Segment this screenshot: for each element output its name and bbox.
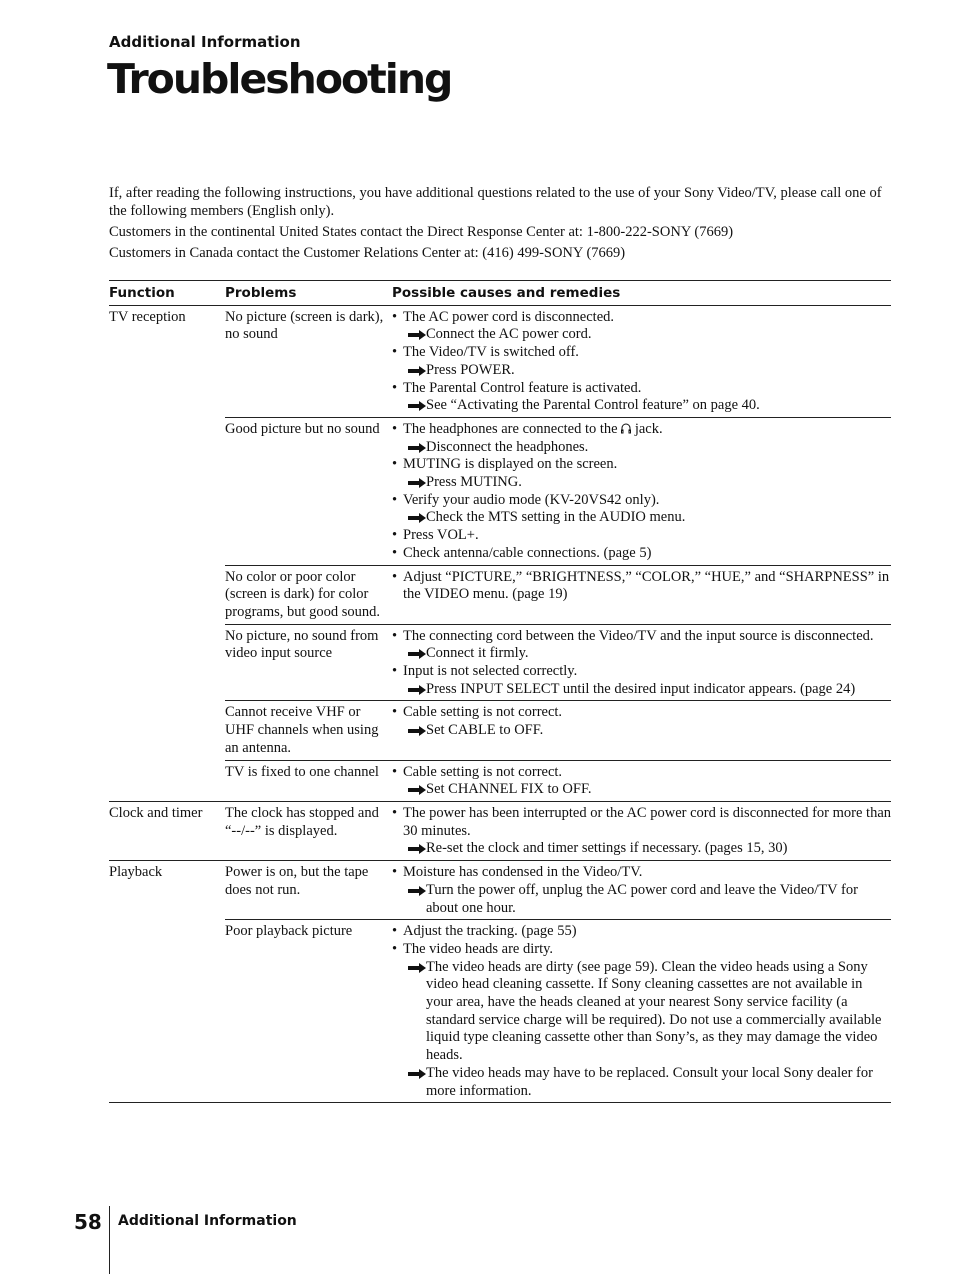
- remedy-text: Check the MTS setting in the AUDIO menu.: [426, 509, 686, 526]
- cause-list: [392, 704, 891, 739]
- cause-text: Moisture has condensed in the Video/TV.: [403, 864, 643, 881]
- cause-item: [392, 309, 891, 344]
- cause-item: [392, 941, 891, 1100]
- remedy-text: Press MUTING.: [426, 474, 522, 491]
- function-cell: Clock and timer: [109, 801, 225, 860]
- function-cell: TV reception: [109, 308, 186, 325]
- cause-text: MUTING is displayed on the screen.: [403, 456, 618, 473]
- cause-list: [392, 569, 891, 604]
- function-cell: [109, 701, 225, 760]
- remedy-item: [403, 326, 891, 344]
- table-row: [109, 417, 891, 565]
- remedies-cell: [392, 624, 891, 701]
- remedies-cell: [392, 920, 891, 1103]
- footer-divider: [109, 1206, 110, 1274]
- remedy-list: [403, 959, 891, 1101]
- remedy-text: Connect it firmly.: [426, 645, 529, 662]
- cause-text: Press VOL+.: [403, 527, 479, 544]
- remedy-item: [403, 439, 891, 457]
- intro-paragraph: If, after reading the following instructions, you have additional questions related to the use of your Sony Video/TV, please call one of the following members (English only).: [109, 185, 882, 219]
- table-row: [109, 861, 891, 920]
- column-header-remedies: Possible causes and remedies: [392, 281, 891, 306]
- remedy-text: The video heads are dirty (see page 59). Clean the video heads using a Sony video head cleaning cassette. If Sony cleaning cassettes are not available in your area, have the heads cleaned at your nearest Sony service facility (a standard service charge will be required). Do not use a commercially available liquid type cleaning cassette other than Sony’s, as they may damage the video heads.: [426, 958, 882, 1064]
- us-contact: Customers in the continental United States contact the Direct Response Center at: 1-800-222-SONY (7669): [109, 224, 734, 240]
- cause-list: [392, 628, 891, 699]
- cause-text: The power has been interrupted or the AC power cord is disconnected for more than 30 minutes.: [403, 804, 892, 839]
- remedy-item: [403, 645, 891, 663]
- arrow-right-icon: [408, 649, 426, 659]
- canada-contact: Customers in Canada contact the Customer Relations Center at: (416) 499-SONY (7669): [109, 245, 626, 261]
- function-cell: [109, 760, 225, 801]
- function-cell: [109, 920, 225, 1103]
- cause-item: [392, 456, 891, 491]
- arrow-right-icon: [408, 330, 426, 340]
- remedy-list: [403, 362, 891, 380]
- arrow-right-icon: [408, 886, 426, 896]
- footer-section: Additional Information: [118, 1213, 297, 1229]
- remedy-text: Connect the AC power cord.: [426, 326, 592, 343]
- cause-list: [392, 764, 891, 799]
- arrow-right-icon: [408, 366, 426, 376]
- remedy-text: Re-set the clock and timer settings if necessary. (pages 15, 30): [426, 840, 788, 857]
- cause-text: Adjust “PICTURE,” “BRIGHTNESS,” “COLOR,” “HUE,” and “SHARPNESS” in the VIDEO menu. (page 19): [403, 568, 890, 603]
- cause-item: [392, 380, 891, 415]
- problem-cell: Power is on, but the tape does not run.: [225, 861, 392, 920]
- remedy-item: [403, 397, 891, 415]
- section-header: Additional Information: [109, 33, 301, 51]
- table-row: [109, 565, 891, 624]
- cause-text: jack.: [634, 420, 663, 437]
- remedy-item: [403, 840, 891, 858]
- arrow-right-icon: [408, 844, 426, 854]
- remedies-cell: [392, 801, 891, 860]
- arrow-right-icon: [408, 685, 426, 695]
- arrow-right-icon: [408, 726, 426, 736]
- cause-item: [392, 864, 891, 917]
- cause-text: Cable setting is not correct.: [403, 763, 563, 780]
- problem-cell: No color or poor color (screen is dark) for color programs, but good sound.: [225, 565, 392, 624]
- table-body: [109, 305, 891, 1103]
- remedies-cell: [392, 760, 891, 801]
- remedy-item: [403, 509, 891, 527]
- problem-cell: Good picture but no sound: [225, 417, 392, 565]
- remedy-list: [403, 882, 891, 917]
- intro-text: [109, 184, 889, 265]
- arrow-right-icon: [408, 1069, 426, 1079]
- table-row: [109, 760, 891, 801]
- cause-list: [392, 309, 891, 415]
- table-row: [109, 801, 891, 860]
- remedy-list: [403, 840, 891, 858]
- cause-item: [392, 805, 891, 858]
- remedy-text: The video heads may have to be replaced. Consult your local Sony dealer for more information.: [426, 1064, 873, 1099]
- cause-text: Verify your audio mode (KV-20VS42 only).: [403, 491, 660, 508]
- headphones-icon: [621, 422, 631, 434]
- cause-text: Check antenna/cable connections. (page 5): [403, 544, 652, 561]
- page-title: Troubleshooting: [107, 55, 452, 103]
- remedy-text: Set CABLE to OFF.: [426, 722, 544, 739]
- cause-list: [392, 864, 891, 917]
- cause-text: Adjust the tracking. (page 55): [403, 923, 577, 940]
- cause-item: [392, 663, 891, 698]
- table-row: [109, 920, 891, 1103]
- cause-text: The video heads are dirty.: [403, 940, 554, 957]
- remedy-item: [403, 722, 891, 740]
- cause-text: Input is not selected correctly.: [403, 663, 578, 680]
- problem-cell: Poor playback picture: [225, 920, 392, 1103]
- remedy-list: [403, 781, 891, 799]
- table-row: [109, 305, 891, 417]
- remedy-text: Set CHANNEL FIX to OFF.: [426, 781, 592, 798]
- cause-item: [392, 923, 891, 941]
- remedies-cell: [392, 417, 891, 565]
- remedies-cell: [392, 305, 891, 417]
- arrow-right-icon: [408, 963, 426, 973]
- function-cell: [109, 624, 225, 701]
- remedy-list: [403, 397, 891, 415]
- cause-text: The headphones are connected to the: [403, 420, 618, 437]
- remedy-list: [403, 681, 891, 699]
- cause-list: [392, 923, 891, 1100]
- remedy-list: [403, 326, 891, 344]
- page-number: 58: [74, 1210, 102, 1234]
- remedy-item: [403, 362, 891, 380]
- problem-cell: Cannot receive VHF or UHF channels when using an antenna.: [225, 701, 392, 760]
- column-header-problems: Problems: [225, 281, 392, 306]
- cause-item: [392, 421, 891, 456]
- problem-cell: No picture (screen is dark), no sound: [225, 305, 392, 417]
- cause-item: [392, 545, 891, 563]
- arrow-right-icon: [408, 401, 426, 411]
- arrow-right-icon: [408, 785, 426, 795]
- table-header-row: [109, 281, 891, 306]
- cause-text: The connecting cord between the Video/TV and the input source is disconnected.: [403, 627, 874, 644]
- remedy-item: [403, 882, 891, 917]
- cause-text: The Parental Control feature is activated.: [403, 379, 642, 396]
- troubleshooting-table: [109, 280, 891, 1103]
- remedy-item: [403, 681, 891, 699]
- remedy-list: [403, 439, 891, 457]
- remedy-text: Turn the power off, unplug the AC power cord and leave the Video/TV for about one hour.: [426, 881, 858, 916]
- remedy-text: Press INPUT SELECT until the desired input indicator appears. (page 24): [426, 680, 856, 697]
- cause-text: The Video/TV is switched off.: [403, 344, 579, 361]
- cause-item: [392, 492, 891, 527]
- cause-item: [392, 704, 891, 739]
- remedy-text: Press POWER.: [426, 361, 515, 378]
- remedies-cell: [392, 861, 891, 920]
- remedy-item: [403, 959, 891, 1065]
- cause-text: Cable setting is not correct.: [403, 704, 563, 721]
- remedy-item: [403, 781, 891, 799]
- arrow-right-icon: [408, 513, 426, 523]
- problem-cell: No picture, no sound from video input source: [225, 624, 392, 701]
- function-cell: Playback: [109, 861, 225, 920]
- cause-item: [392, 527, 891, 545]
- remedies-cell: [392, 701, 891, 760]
- function-cell: [109, 417, 225, 565]
- cause-list: [392, 421, 891, 563]
- cause-item: [392, 344, 891, 379]
- arrow-right-icon: [408, 478, 426, 488]
- cause-item: [392, 569, 891, 604]
- arrow-right-icon: [408, 443, 426, 453]
- remedy-item: [403, 474, 891, 492]
- problem-cell: The clock has stopped and “--/--” is displayed.: [225, 801, 392, 860]
- remedy-text: Disconnect the headphones.: [426, 438, 589, 455]
- function-cell: [109, 565, 225, 624]
- remedy-list: [403, 722, 891, 740]
- cause-item: [392, 628, 891, 663]
- cause-list: [392, 805, 891, 858]
- problem-cell: TV is fixed to one channel: [225, 760, 392, 801]
- cause-item: [392, 764, 891, 799]
- table-row: [109, 624, 891, 701]
- remedy-list: [403, 509, 891, 527]
- cause-text: The AC power cord is disconnected.: [403, 308, 615, 325]
- remedies-cell: [392, 565, 891, 624]
- table-row: [109, 701, 891, 760]
- remedy-list: [403, 474, 891, 492]
- remedy-text: See “Activating the Parental Control feature” on page 40.: [426, 397, 760, 414]
- remedy-item: [403, 1065, 891, 1100]
- column-header-function: Function: [109, 281, 225, 306]
- remedy-list: [403, 645, 891, 663]
